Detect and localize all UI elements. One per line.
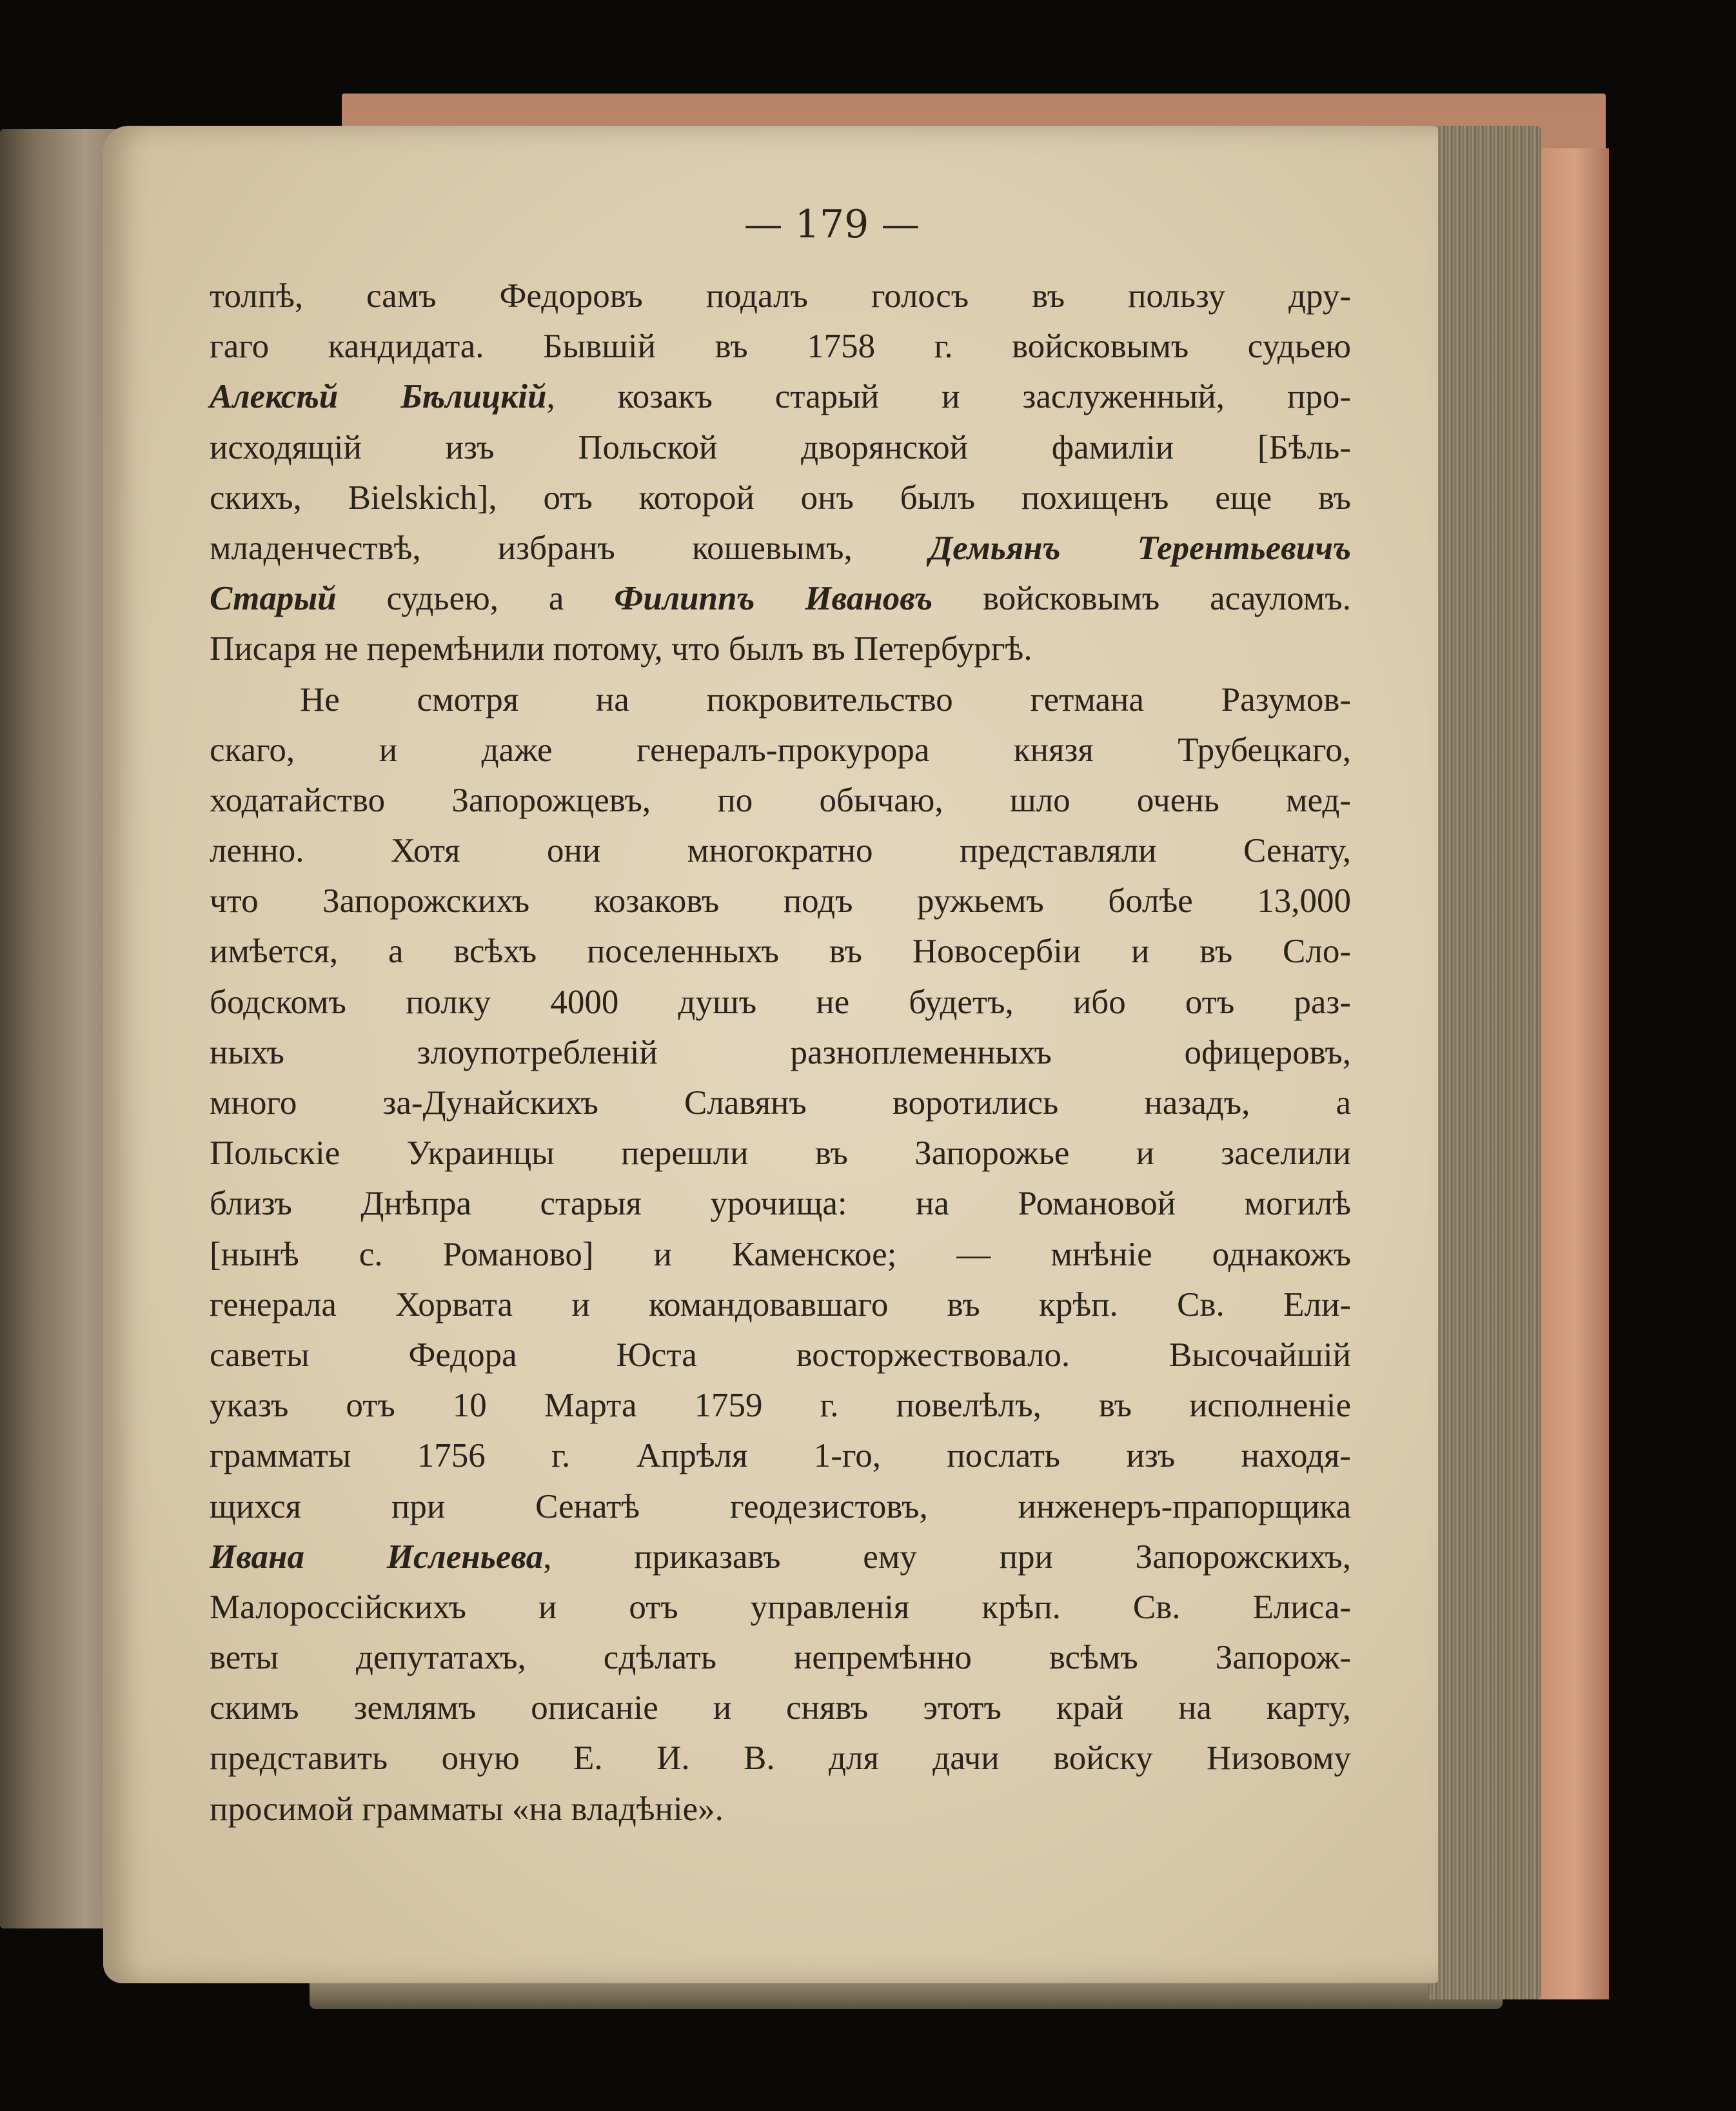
text-line: [210, 523, 1351, 573]
text-line: [210, 1532, 1351, 1582]
text-run: , козакъ старый и заслуженный, про-: [546, 378, 1351, 416]
person-name: Демьянъ Терентьевичъ: [929, 529, 1351, 567]
text-line: Не смотря на покровительство гетмана Разумов-: [300, 680, 1351, 719]
person-name: Старый: [210, 580, 337, 618]
book-cover-right-edge: [1535, 148, 1609, 1999]
person-name: Ивана Исленьева: [210, 1538, 544, 1576]
text-line: указъ отъ 10 Марта 1759 г. повелѣлъ, въ исполненіе: [210, 1387, 1351, 1425]
text-line: [210, 573, 1351, 624]
text-line: генерала Хорвата и командовавшаго въ крѣп. Св. Ели-: [210, 1285, 1351, 1323]
text-line: близъ Днѣпра старыя урочища: на Романовой могилѣ: [210, 1185, 1351, 1223]
text-line: скаго, и даже генералъ-прокурора князя Трубецкаго,: [210, 731, 1351, 769]
text-line: гаго кандидата. Бывшій въ 1758 г. войсковымъ судьею: [210, 328, 1351, 366]
text-line: имѣется, а всѣхъ поселенныхъ въ Новосербіи и въ Сло-: [210, 933, 1351, 971]
person-name: Алексѣй Бѣлицкій: [210, 378, 547, 416]
text-line: ныхъ злоупотребленій разноплеменныхъ офицеровъ,: [210, 1033, 1351, 1071]
text-line: бодскомъ полку 4000 душъ не будетъ, ибо отъ раз-: [210, 983, 1351, 1021]
text-line: ходатайство Запорожцевъ, по обычаю, шло очень мед-: [210, 781, 1351, 819]
text-run: войсковымъ асауломъ.: [932, 580, 1351, 618]
text-line: что Запорожскихъ козаковъ подъ ружьемъ болѣе 13,000: [210, 882, 1351, 920]
text-line: веты депутатахъ, сдѣлать непремѣнно всѣмъ Запорож-: [210, 1639, 1351, 1677]
body-text: [210, 271, 1351, 1834]
text-line: Польскіе Украинцы перешли въ Запорожье и заселили: [210, 1135, 1351, 1173]
text-line: просимой грамматы «на владѣніе».: [210, 1790, 724, 1828]
text-line: толпѣ, самъ Федоровъ подалъ голосъ въ пользу дру-: [210, 277, 1351, 315]
text-line: Писаря не перемѣнили потому, что былъ въ Петербургѣ.: [210, 630, 1032, 668]
text-line: щихся при Сенатѣ геодезистовъ, инженеръ-прапорщика: [210, 1487, 1351, 1525]
text-run: , приказавъ ему при Запорожскихъ,: [543, 1538, 1351, 1576]
text-line: скихъ, Bielskich], отъ которой онъ былъ похищенъ еще въ: [210, 479, 1351, 517]
text-line: скимъ землямъ описаніе и снявъ этотъ край на карту,: [210, 1689, 1351, 1727]
text-line: много за-Дунайскихъ Славянъ воротились назадъ, а: [210, 1084, 1351, 1122]
text-line: [210, 372, 1351, 422]
person-name: Филиппъ Ивановъ: [614, 580, 933, 618]
text-line: [нынѣ с. Романово] и Каменское; — мнѣніе однакожъ: [210, 1235, 1351, 1273]
page-number: — 179 —: [744, 202, 920, 247]
text-run: судьею, а: [336, 580, 615, 618]
text-run: младенчествѣ, избранъ кошевымъ,: [210, 529, 929, 567]
text-line: саветы Федора Юста восторжествовало. Высочайшій: [210, 1336, 1351, 1374]
page-stack-fore-edge: [1428, 126, 1541, 1999]
text-line: Малороссійскихъ и отъ управленія крѣп. Св. Елиса-: [210, 1588, 1351, 1626]
text-line: исходящій изъ Польской дворянской фамиліи [Бѣль-: [210, 428, 1351, 466]
book-page: [103, 126, 1438, 1983]
text-line: представить оную Е. И. В. для дачи войску Низовому: [210, 1739, 1351, 1778]
text-line: грамматы 1756 г. Апрѣля 1-го, послать изъ находя-: [210, 1437, 1351, 1475]
text-line: ленно. Хотя они многократно представляли Сенату,: [210, 832, 1351, 870]
